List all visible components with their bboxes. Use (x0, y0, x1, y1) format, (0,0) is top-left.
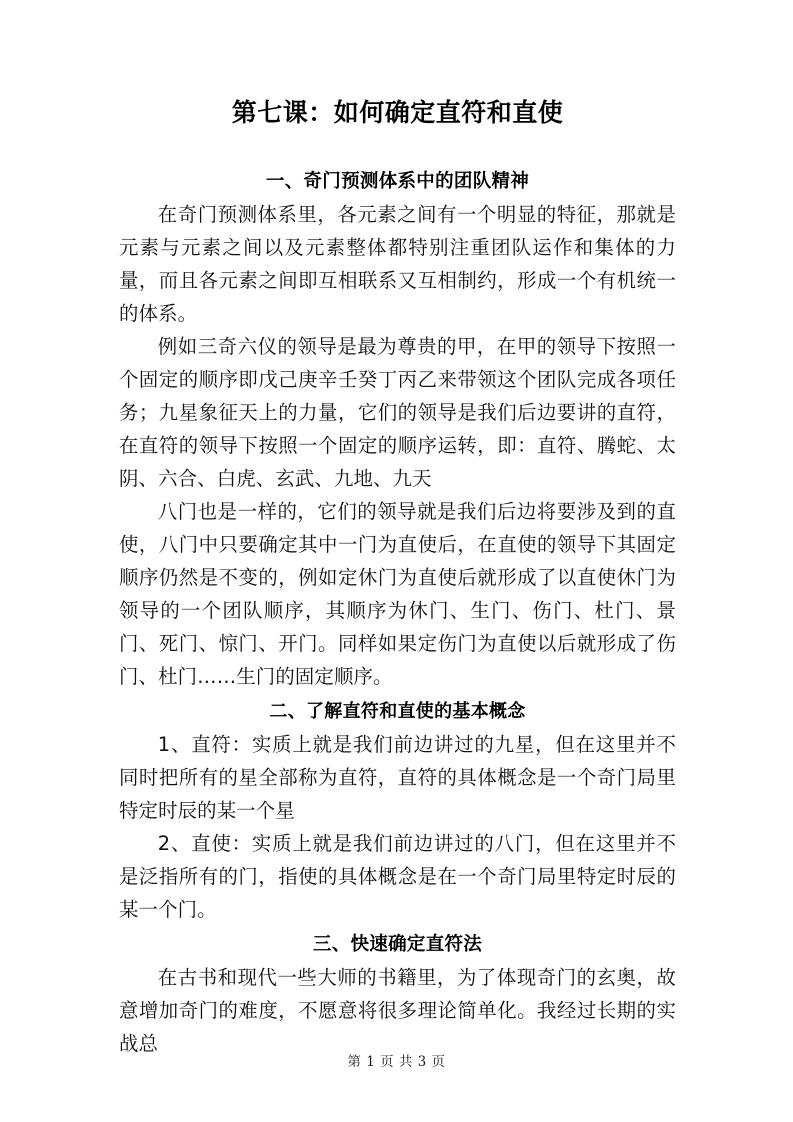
section-three (119, 926, 676, 1060)
section-heading-one: 一、奇门预测体系中的团队精神 (265, 171, 530, 192)
paragraph: 在古书和现代一些大师的书籍里，为了体现奇门的玄奥，故意增加奇门的难度，不愿意将很多理论简单化。我经过长期的实战总 (119, 966, 676, 1055)
page-title: 第七课：如何确定直符和直使 (231, 98, 564, 127)
paragraph: 在奇门预测体系里，各元素之间有一个明显的特征，那就是元素与元素之间以及元素整体都特别注重团队运作和集体的力量，而且各元素之间即互相联系又互相制约，形成一个有机统一的体系。 (119, 203, 676, 325)
section-heading-two: 二、了解直符和直使的基本概念 (269, 701, 526, 722)
numbered-item-one: 1、直符：实质上就是我们前边讲过的九星，但在这里并不同时把所有的星全部称为直符，直符的具体概念是一个奇门局里特定时辰的某一个星 (119, 733, 676, 822)
page-footer: 第 1 页 共 3 页 (347, 1054, 446, 1070)
document-body (119, 0, 676, 1060)
paragraph: 八门也是一样的，它们的领导就是我们后边将要涉及到的直使，八门中只要确定其中一门为直使后，在直使的领导下其固定顺序仍然是不变的，例如定休门为直使后就形成了以直使休门为领导的一个团队顺序，其顺序为休门、生门、伤门、杜门、景门、死门、惊门、开门。同样如果定伤门为直使以后就形成了伤门、杜门……生门的固定顺序。 (119, 500, 676, 688)
section-two (119, 693, 676, 926)
section-one (119, 130, 676, 693)
paragraph: 例如三奇六仪的领导是最为尊贵的甲，在甲的领导下按照一个固定的顺序即戊己庚辛壬癸丁丙乙来带领这个团队完成各项任务；九星象征天上的力量，它们的领导是我们后边要讲的直符，在直符的领导下按照一个固定的顺序运转，即：直符、腾蛇、太阴、六合、白虎、玄武、九地、九天 (119, 335, 676, 490)
numbered-item-two: 2、直使：实质上就是我们前边讲过的八门，但在这里并不是泛指所有的门，指使的具体概念是在一个奇门局里特定时辰的某一个门。 (119, 832, 676, 921)
section-heading-three: 三、快速确定直符法 (312, 934, 483, 955)
